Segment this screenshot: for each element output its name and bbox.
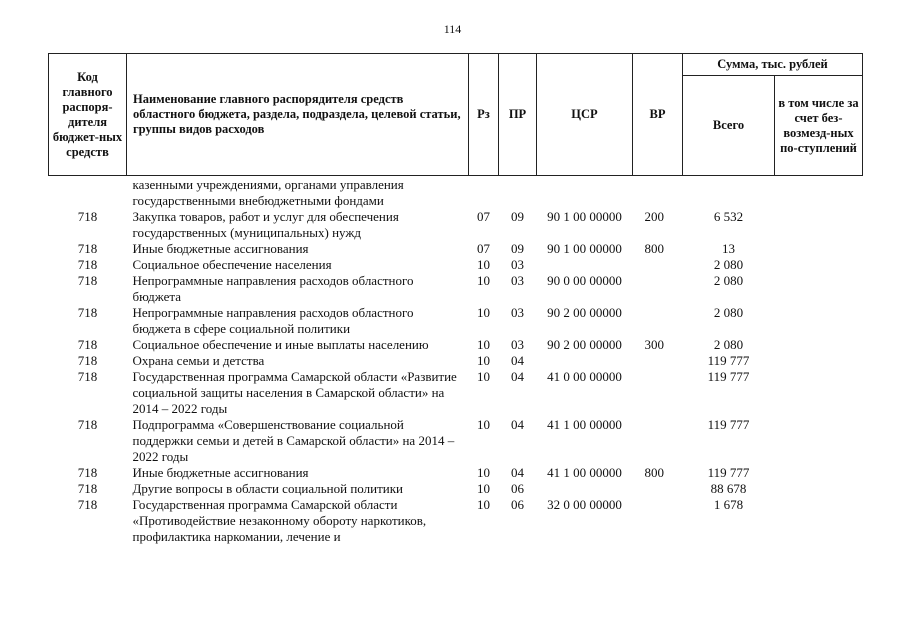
header-pr: ПР (499, 54, 537, 176)
pr-cell: 04 (511, 353, 524, 368)
vr-cell (633, 273, 683, 305)
table-row (49, 337, 863, 353)
header-total: Всего (683, 76, 775, 176)
total-cell: 119 777 (707, 417, 750, 432)
header-csr: ЦСР (537, 54, 633, 176)
table-row (49, 353, 863, 369)
total-cell: 1 678 (713, 497, 744, 512)
code-cell (49, 176, 127, 210)
code-cell: 718 (77, 497, 98, 512)
code-cell: 718 (77, 273, 98, 288)
vr-cell: 800 (644, 241, 664, 256)
rz-cell: 10 (477, 465, 490, 480)
code-cell: 718 (77, 337, 98, 352)
pr-cell: 03 (511, 257, 524, 272)
csr-cell: 41 1 00 00000 (547, 417, 622, 432)
rz-cell: 10 (477, 497, 490, 512)
name-cell: Государственная программа Самарской области «Развитие социальной защиты населения в Самарской области» на 2014 – 2022 годы (132, 369, 457, 416)
vr-cell (633, 305, 683, 337)
pr-cell: 09 (511, 209, 524, 224)
code-cell: 718 (77, 241, 98, 256)
incl-cell (775, 497, 863, 545)
name-cell: Социальное обеспечение и иные выплаты населению (132, 337, 429, 352)
incl-cell (775, 337, 863, 353)
rz-cell: 10 (477, 481, 490, 496)
incl-cell (775, 176, 863, 210)
table-row (49, 241, 863, 257)
code-cell: 718 (77, 417, 98, 432)
pr-cell: 09 (511, 241, 524, 256)
table-header (49, 54, 863, 176)
code-cell: 718 (77, 305, 98, 320)
name-cell: Другие вопросы в области социальной политики (132, 481, 403, 496)
rz-cell: 10 (477, 257, 490, 272)
header-sum-group: Сумма, тыс. рублей (683, 54, 863, 76)
vr-cell (633, 369, 683, 417)
csr-cell: 90 1 00 00000 (547, 241, 622, 256)
budget-table-container (48, 53, 862, 545)
rz-cell: 07 (477, 209, 490, 224)
csr-cell (537, 257, 633, 273)
csr-cell: 32 0 00 00000 (547, 497, 622, 512)
table-row (49, 369, 863, 417)
table-row (49, 257, 863, 273)
csr-cell: 41 0 00 00000 (547, 369, 622, 384)
csr-cell (537, 176, 633, 210)
rz-cell: 10 (477, 369, 490, 384)
pr-cell: 04 (511, 465, 524, 480)
total-cell: 2 080 (713, 337, 744, 352)
rz-cell: 10 (477, 353, 490, 368)
table-row (49, 305, 863, 337)
name-cell: Государственная программа Самарской области «Противодействие незаконному обороту наркотиков, профилактика наркомании, лечение и (132, 497, 427, 544)
vr-cell: 200 (644, 209, 664, 224)
name-cell: Иные бюджетные ассигнования (132, 465, 309, 480)
rz-cell: 10 (477, 273, 490, 288)
table-row (49, 497, 863, 545)
total-cell: 88 678 (710, 481, 747, 496)
incl-cell (775, 273, 863, 305)
total-cell: 6 532 (713, 209, 744, 224)
table-row (49, 417, 863, 465)
code-cell: 718 (77, 369, 98, 384)
page-number: 114 (443, 22, 462, 36)
incl-cell (775, 353, 863, 369)
incl-cell (775, 241, 863, 257)
table-body (49, 176, 863, 546)
table-row (49, 481, 863, 497)
name-cell: Подпрограмма «Совершенствование социальной поддержки семьи и детей в Самарской области» на 2014 – 2022 годы (132, 417, 455, 464)
incl-cell (775, 305, 863, 337)
vr-cell (633, 481, 683, 497)
pr-cell: 04 (511, 369, 524, 384)
table-row (49, 273, 863, 305)
pr-cell: 03 (511, 337, 524, 352)
total-cell: 119 777 (707, 353, 750, 368)
rz-cell: 10 (477, 305, 490, 320)
total-cell: 119 777 (707, 369, 750, 384)
csr-cell: 90 2 00 00000 (547, 337, 622, 352)
total-cell (683, 176, 775, 210)
table-row (49, 176, 863, 210)
csr-cell (537, 481, 633, 497)
pr-cell: 06 (511, 497, 524, 512)
csr-cell: 90 1 00 00000 (547, 209, 622, 224)
incl-cell (775, 257, 863, 273)
pr-cell: 03 (511, 305, 524, 320)
header-vr: ВР (633, 54, 683, 176)
vr-cell (633, 497, 683, 545)
code-cell: 718 (77, 353, 98, 368)
name-cell: Иные бюджетные ассигнования (132, 241, 309, 256)
total-cell: 2 080 (713, 305, 744, 320)
header-rz: Рз (469, 54, 499, 176)
csr-cell: 90 0 00 00000 (547, 273, 622, 288)
name-cell: Социальное обеспечение населения (132, 257, 332, 272)
budget-table (48, 53, 863, 545)
name-cell: Охрана семьи и детства (132, 353, 265, 368)
name-cell: Непрограммные направления расходов областного бюджета в сфере социальной политики (132, 305, 414, 336)
incl-cell (775, 209, 863, 241)
code-cell: 718 (77, 465, 98, 480)
pr-cell: 06 (511, 481, 524, 496)
incl-cell (775, 465, 863, 481)
name-cell: казенными учреждениями, органами управления государственными внебюджетными фондами (132, 177, 404, 208)
vr-cell (633, 353, 683, 369)
vr-cell: 800 (644, 465, 664, 480)
header-name: Наименование главного распорядителя средств областного бюджета, раздела, подраздела, целевой статьи, группы видов расходов (127, 54, 469, 176)
table-row (49, 465, 863, 481)
incl-cell (775, 417, 863, 465)
total-cell: 13 (722, 241, 735, 256)
total-cell: 2 080 (713, 257, 744, 272)
total-cell: 119 777 (707, 465, 750, 480)
pr-cell: 04 (511, 417, 524, 432)
csr-cell: 90 2 00 00000 (547, 305, 622, 320)
vr-cell (633, 176, 683, 210)
incl-cell (775, 369, 863, 417)
table-row (49, 209, 863, 241)
name-cell: Закупка товаров, работ и услуг для обеспечения государственных (муниципальных) нужд (132, 209, 399, 240)
vr-cell (633, 257, 683, 273)
incl-cell (775, 481, 863, 497)
code-cell: 718 (77, 481, 98, 496)
rz-cell: 10 (477, 417, 490, 432)
csr-cell: 41 1 00 00000 (547, 465, 622, 480)
code-cell: 718 (77, 209, 98, 224)
rz-cell (469, 176, 499, 210)
header-code: Код главного распоря-дителя бюджет-ных средств (49, 54, 127, 176)
rz-cell: 10 (477, 337, 490, 352)
code-cell: 718 (77, 257, 98, 272)
vr-cell: 300 (644, 337, 664, 352)
vr-cell (633, 417, 683, 465)
csr-cell (537, 353, 633, 369)
name-cell: Непрограммные направления расходов областного бюджета (132, 273, 414, 304)
pr-cell: 03 (511, 273, 524, 288)
pr-cell (499, 176, 537, 210)
total-cell: 2 080 (713, 273, 744, 288)
header-incl: в том числе за счет без-возмезд-ных по-ступлений (775, 76, 863, 176)
rz-cell: 07 (477, 241, 490, 256)
